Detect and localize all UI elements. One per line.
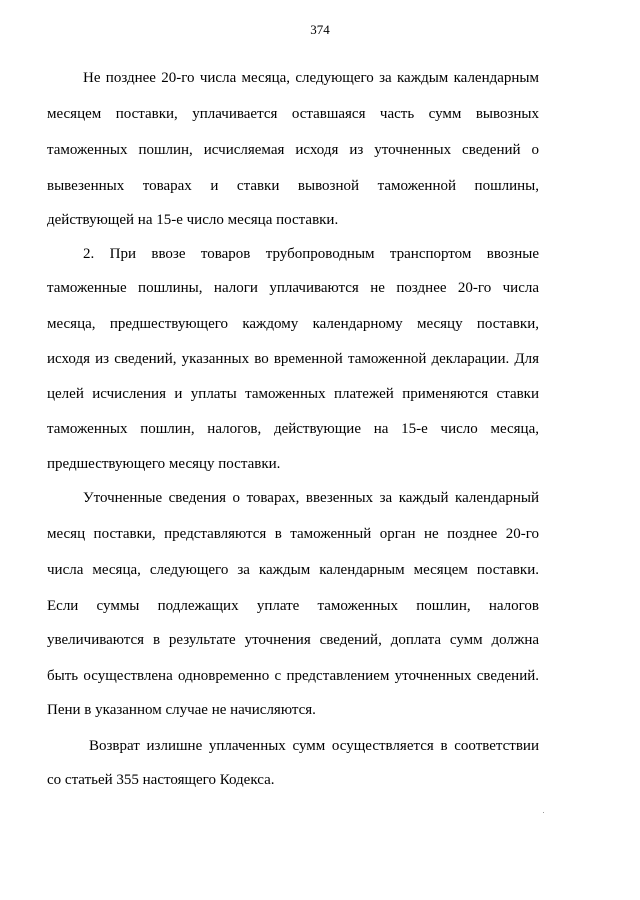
text-line: целей исчисления и уплаты таможенных платежей применяются ставки bbox=[47, 386, 539, 402]
text-line: месяцем поставки, уплачивается оставшаяся часть сумм вывозных bbox=[47, 106, 539, 122]
text-line: таможенных пошлин, налогов, действующие на 15-е число месяца, bbox=[47, 421, 539, 437]
text-line: со статьей 355 настоящего Кодекса. bbox=[47, 772, 275, 788]
text-line: быть осуществлена одновременно с представлением уточненных сведений. bbox=[47, 668, 539, 684]
text-line: Возврат излишне уплаченных сумм осуществляется в соответствии bbox=[89, 738, 539, 754]
scan-artifact bbox=[543, 812, 544, 813]
text-line: предшествующего месяцу поставки. bbox=[47, 456, 281, 472]
text-line: таможенные пошлины, налоги уплачиваются не позднее 20-го числа bbox=[47, 280, 539, 296]
text-line: Пени в указанном случае не начисляются. bbox=[47, 702, 316, 718]
text-line: 2. При ввозе товаров трубопроводным транспортом ввозные bbox=[83, 246, 539, 262]
text-line: месяца, предшествующего каждому календарному месяцу поставки, bbox=[47, 316, 539, 332]
text-line: исходя из сведений, указанных во временной таможенной декларации. Для bbox=[47, 351, 539, 367]
text-line: числа месяца, следующего за каждым календарным месяцем поставки. bbox=[47, 562, 539, 578]
text-line: вывезенных товарах и ставки вывозной таможенной пошлины, bbox=[47, 178, 539, 194]
text-line: действующей на 15-е число месяца поставки. bbox=[47, 212, 339, 228]
text-line: таможенных пошлин, исчисляемая исходя из уточненных сведений о bbox=[47, 142, 539, 158]
text-line: месяц поставки, представляются в таможенный орган не позднее 20-го bbox=[47, 526, 539, 542]
text-line: Если суммы подлежащих уплате таможенных пошлин, налогов bbox=[47, 598, 539, 614]
text-line: Уточненные сведения о товарах, ввезенных за каждый календарный bbox=[83, 490, 539, 506]
text-line: увеличиваются в результате уточнения сведений, доплата сумм должна bbox=[47, 632, 539, 648]
page-number: 374 bbox=[310, 22, 330, 37]
text-line: Не позднее 20-го числа месяца, следующего за каждым календарным bbox=[83, 70, 539, 86]
